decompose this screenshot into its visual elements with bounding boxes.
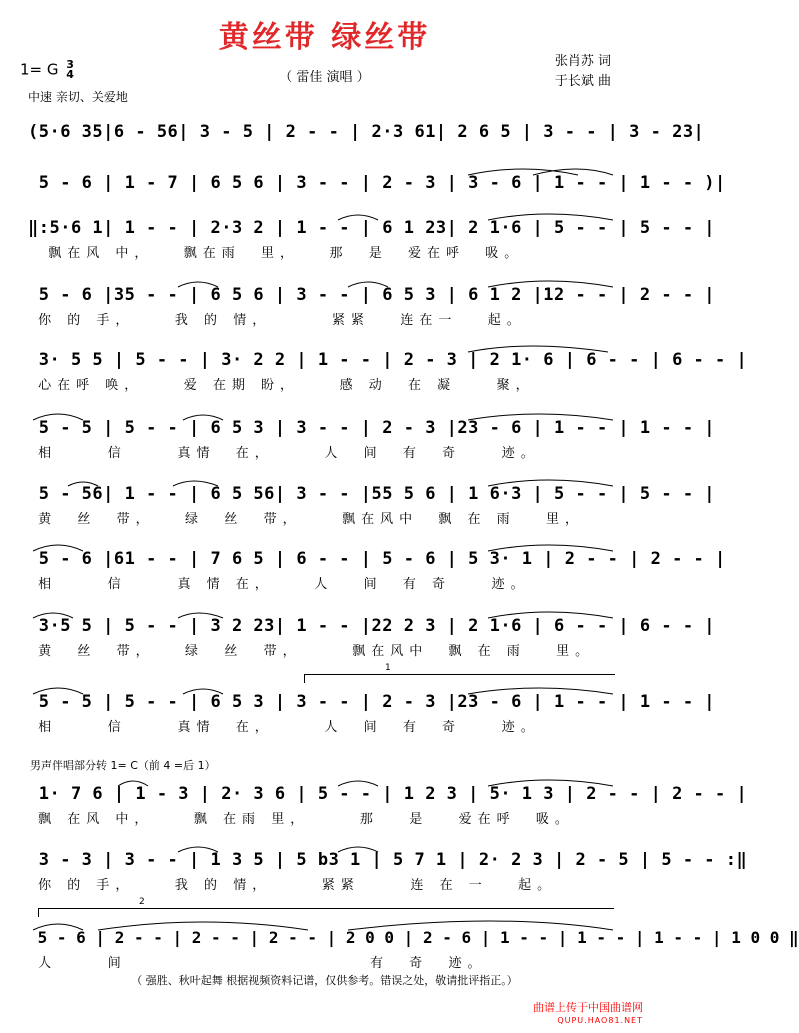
- notation-line: (5·6 35|6 - 56| 3 - 5 | 2 - - | 2·3 61| 2 6 5 | 3 - - | 3 - 23|: [28, 122, 705, 142]
- notation-line: 3 - 3 | 3 - - | 1 3 5 | 5 b3 1 | 5 7 1 | 2· 2 3 | 2 - 5 | 5 - - :‖: [28, 850, 748, 870]
- lyric-line: 飘 在风 中， 飘 在雨 里， 那 是 爱在呼 吸。: [28, 812, 574, 827]
- meter-bottom: 4: [66, 68, 74, 81]
- lyric-line: 相 信 真 情 在， 人 间 有 奇 迹。: [28, 577, 530, 592]
- tempo-marking: 中速 亲切、关爱地: [28, 90, 128, 104]
- volta-number-1: 1: [385, 663, 391, 673]
- footer-note: （ 强胜、秋叶起舞 根据视频资料记谱，仅供参考。错误之处，敬请批评指正。）: [131, 974, 518, 987]
- site-watermark: [533, 1002, 643, 1027]
- notation-line: 5 - 6 | 1 - 7 | 6 5 6 | 3 - - | 2 - 3 | 3 - 6 | 1 - - | 1 - - )|: [28, 173, 726, 193]
- volta-bracket-2: [38, 897, 614, 917]
- volta-bracket-1: [304, 663, 615, 683]
- notation-line: ‖:5·6 1| 1 - - | 2·3 2 | 1 - - | 6 1 23| 2 1·6 | 5 - - | 5 - - |: [28, 218, 716, 238]
- lyric-line: 相 信 真情 在， 人 间 有 奇 迹。: [28, 446, 540, 461]
- time-signature: [66, 60, 74, 80]
- lyric-line: 相 信 真情 在， 人 间 有 奇 迹。: [28, 720, 540, 735]
- notation-line: 5 - 56| 1 - - | 6 5 56| 3 - - |55 5 6 | 1 6·3 | 5 - - | 5 - - |: [28, 484, 716, 504]
- watermark-line2: QUPU.HAO81.NET: [557, 1016, 643, 1025]
- key-signature: [20, 60, 74, 80]
- lyric-line: 你 的 手， 我 的 情， 紧紧 连 在 一 起。: [28, 878, 557, 893]
- lyric-line: 你 的 手， 我 的 情， 紧紧 连在一 起。: [28, 313, 526, 328]
- composer-credit: 于长斌 曲: [554, 74, 611, 89]
- notation-line: 5 - 6 |35 - - | 6 5 6 | 3 - - | 6 5 3 | 6 1 2 |12 - - | 2 - - |: [28, 285, 716, 305]
- volta-number-2: 2: [139, 897, 145, 907]
- lyric-line: 飘在风 中， 飘在雨 里， 那 是 爱在呼 吸。: [28, 246, 524, 261]
- lyric-line: 人 间 有 奇 迹。: [28, 956, 487, 971]
- notation-line: 5 - 6 |61 - - | 7 6 5 | 6 - - | 5 - 6 | 5 3· 1 | 2 - - | 2 - - |: [28, 549, 726, 569]
- watermark-line1: 曲谱上传于中国曲谱网: [533, 1001, 643, 1014]
- notation-line: 1· 7 6 | 1 - 3 | 2· 3 6 | 5 - - | 1 2 3 | 5· 1 3 | 2 - - | 2 - - |: [28, 784, 748, 804]
- lyric-line: 黄 丝 带， 绿 丝 带， 飘在风中 飘 在 雨 里。: [28, 644, 595, 659]
- notation-line: 5 - 5 | 5 - - | 6 5 3 | 3 - - | 2 - 3 |23 - 6 | 1 - - | 1 - - |: [28, 692, 716, 712]
- lyricist-credit: 张肖苏 词: [554, 54, 611, 69]
- lyric-line: 黄 丝 带， 绿 丝 带， 飘在风中 飘 在 雨 里，: [28, 512, 585, 527]
- singer-credit: （ 雷佳 演唱 ）: [279, 70, 370, 85]
- notation-line: 3·5 5 | 5 - - | 3 2 23| 1 - - |22 2 3 | 2 1·6 | 6 - - | 6 - - |: [28, 616, 716, 636]
- lyric-line: 心在呼 唤， 爱 在期 盼， 感 动 在 凝 聚，: [28, 378, 535, 393]
- song-title: 黄丝带 绿丝带: [218, 20, 431, 55]
- meter-top: 3: [66, 58, 74, 71]
- notation-line: 3· 5 5 | 5 - - | 3· 2 2 | 1 - - | 2 - 3 | 2 1· 6 | 6 - - | 6 - - |: [28, 350, 748, 370]
- notation-line: 5 - 6 | 2 - - | 2 - - | 2 - - | 2 0 0 | 2 - 6 | 1 - - | 1 - - | 1 - - | 1 0 0 ‖: [28, 928, 799, 947]
- male-part-note: 男声伴唱部分转 1= C（前 4 =后 1）: [30, 759, 216, 772]
- key-label: 1= G: [20, 60, 59, 79]
- notation-line: 5 - 5 | 5 - - | 6 5 3 | 3 - - | 2 - 3 |23 - 6 | 1 - - | 1 - - |: [28, 418, 716, 438]
